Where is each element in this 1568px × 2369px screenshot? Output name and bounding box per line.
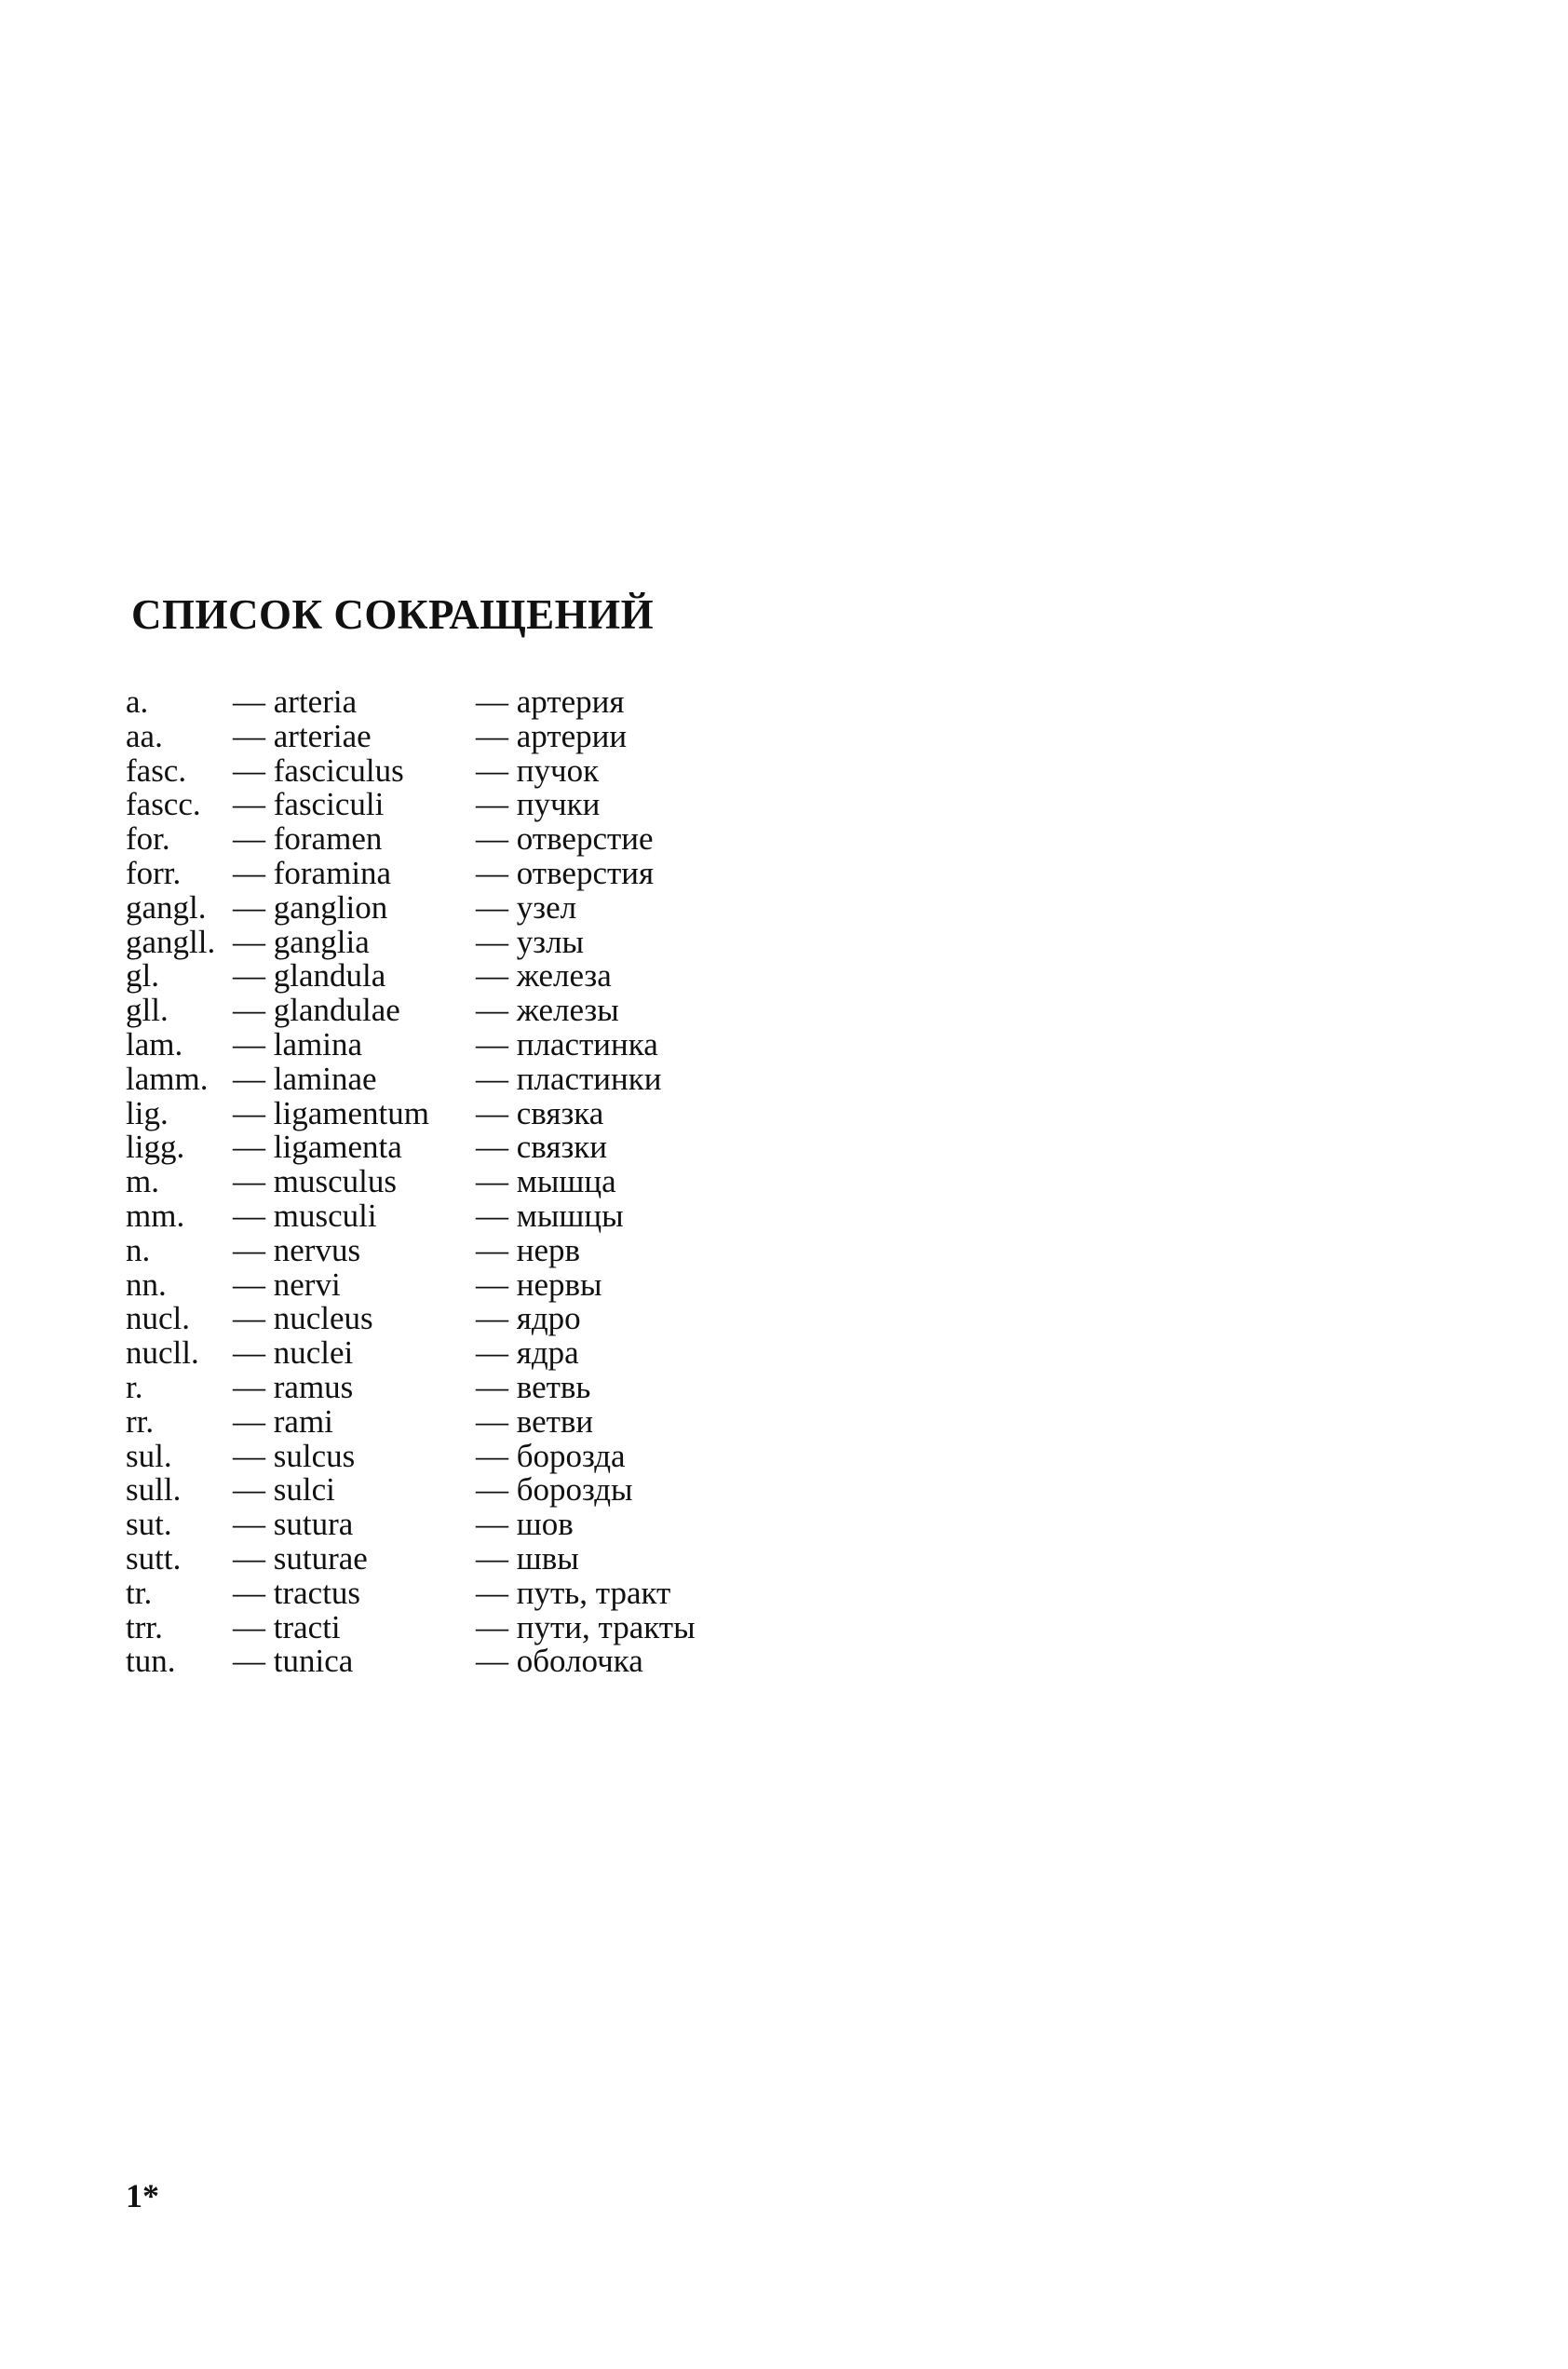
russian-term: — борозда	[476, 1437, 626, 1474]
russian-term: — ветви	[476, 1402, 594, 1440]
russian-term: — узел	[476, 888, 577, 926]
russian-term: — ядро	[476, 1300, 581, 1337]
abbreviation: nn.	[126, 1266, 167, 1303]
latin-term: — sutura	[233, 1506, 354, 1543]
russian-term: — железа	[476, 957, 612, 995]
russian-term: — ядра	[476, 1334, 579, 1372]
latin-term: — ganglia	[233, 923, 370, 960]
latin-term: — sulcus	[233, 1437, 356, 1474]
abbreviation: rr.	[126, 1402, 155, 1440]
abbreviation: gangl.	[126, 888, 207, 926]
russian-term: — пучки	[476, 786, 601, 823]
abbreviation: tr.	[126, 1574, 153, 1611]
latin-term: — foramina	[233, 854, 392, 891]
abbreviation: m.	[126, 1163, 159, 1200]
abbreviation: forr.	[126, 854, 182, 891]
abbreviation: gl.	[126, 957, 159, 995]
russian-term: — путь, тракт	[476, 1574, 671, 1611]
latin-term: — nervus	[233, 1231, 361, 1268]
abbreviation: for.	[126, 820, 170, 858]
russian-term: — мышцы	[476, 1197, 624, 1234]
latin-term: — tunica	[233, 1643, 354, 1680]
signature-mark: 1*	[126, 2177, 159, 2214]
russian-term: — швы	[476, 1539, 579, 1577]
abbreviation: n.	[126, 1231, 151, 1268]
abbreviation: trr.	[126, 1608, 163, 1645]
abbreviation: r.	[126, 1368, 143, 1405]
abbreviation: lam.	[126, 1025, 183, 1063]
page-title: СПИСОК СОКРАЩЕНИЙ	[131, 591, 655, 638]
russian-term: — оболочка	[476, 1643, 643, 1680]
russian-term: — пластинка	[476, 1025, 658, 1063]
latin-term: — sulci	[233, 1471, 335, 1509]
abbreviation: gll.	[126, 992, 169, 1029]
latin-term: — arteria	[233, 684, 358, 720]
russian-term: — нерв	[476, 1231, 581, 1268]
latin-term: — ligamentum	[233, 1094, 429, 1131]
latin-term: — fasciculi	[233, 786, 385, 823]
latin-term: — arteriae	[233, 717, 372, 754]
russian-term: — связка	[476, 1094, 604, 1131]
russian-term: — отверстие	[476, 820, 654, 858]
abbreviation: sutt.	[126, 1539, 182, 1577]
russian-term: — пути, тракты	[476, 1608, 696, 1645]
abbreviation: lig.	[126, 1094, 169, 1131]
abbreviation: mm.	[126, 1197, 185, 1234]
latin-term: — foramen	[233, 820, 383, 858]
latin-term: — ganglion	[233, 888, 388, 926]
latin-term: — ramus	[233, 1368, 354, 1405]
russian-term: — шов	[476, 1506, 574, 1543]
latin-term: — musculus	[233, 1163, 397, 1200]
latin-term: — fasciculus	[233, 751, 404, 789]
abbreviation: lamm.	[126, 1060, 209, 1097]
abbreviation: ligg.	[126, 1129, 185, 1166]
abbreviation: nucll.	[126, 1334, 199, 1372]
abbreviation: sul.	[126, 1437, 172, 1474]
latin-term: — lamina	[233, 1025, 362, 1063]
russian-term: — отверстия	[476, 854, 655, 891]
abbreviation: gangll.	[126, 923, 216, 960]
latin-term: — ligamenta	[233, 1129, 402, 1166]
latin-term: — tractus	[233, 1574, 361, 1611]
russian-term: — ветвь	[476, 1368, 591, 1405]
russian-term: — железы	[476, 992, 619, 1029]
russian-term: — артерия	[476, 684, 625, 720]
abbreviation: sut.	[126, 1506, 172, 1543]
latin-term: — glandula	[233, 957, 386, 995]
russian-term: — узлы	[476, 923, 585, 960]
latin-term: — nervi	[233, 1266, 341, 1303]
latin-term: — nucleus	[233, 1300, 373, 1337]
russian-term: — связки	[476, 1129, 608, 1166]
russian-term: — нервы	[476, 1266, 602, 1303]
abbreviation: a.	[126, 684, 149, 720]
abbreviation: fascc.	[126, 786, 201, 823]
russian-term: — пластинки	[476, 1060, 662, 1097]
abbreviation: sull.	[126, 1471, 182, 1509]
latin-term: — nuclei	[233, 1334, 354, 1372]
latin-term: — glandulae	[233, 992, 400, 1029]
russian-term: — артерии	[476, 717, 628, 754]
abbreviation: aa.	[126, 717, 163, 754]
abbreviation: nucl.	[126, 1300, 191, 1337]
russian-term: — борозды	[476, 1471, 633, 1509]
latin-term: — musculi	[233, 1197, 377, 1234]
russian-term: — мышца	[476, 1163, 616, 1200]
latin-term: — tracti	[233, 1608, 341, 1645]
abbreviation: fasc.	[126, 751, 187, 789]
latin-term: — laminae	[233, 1060, 377, 1097]
latin-term: — rami	[233, 1402, 333, 1440]
russian-term: — пучок	[476, 751, 600, 789]
latin-term: — suturae	[233, 1539, 368, 1577]
abbreviation: tun.	[126, 1643, 176, 1680]
